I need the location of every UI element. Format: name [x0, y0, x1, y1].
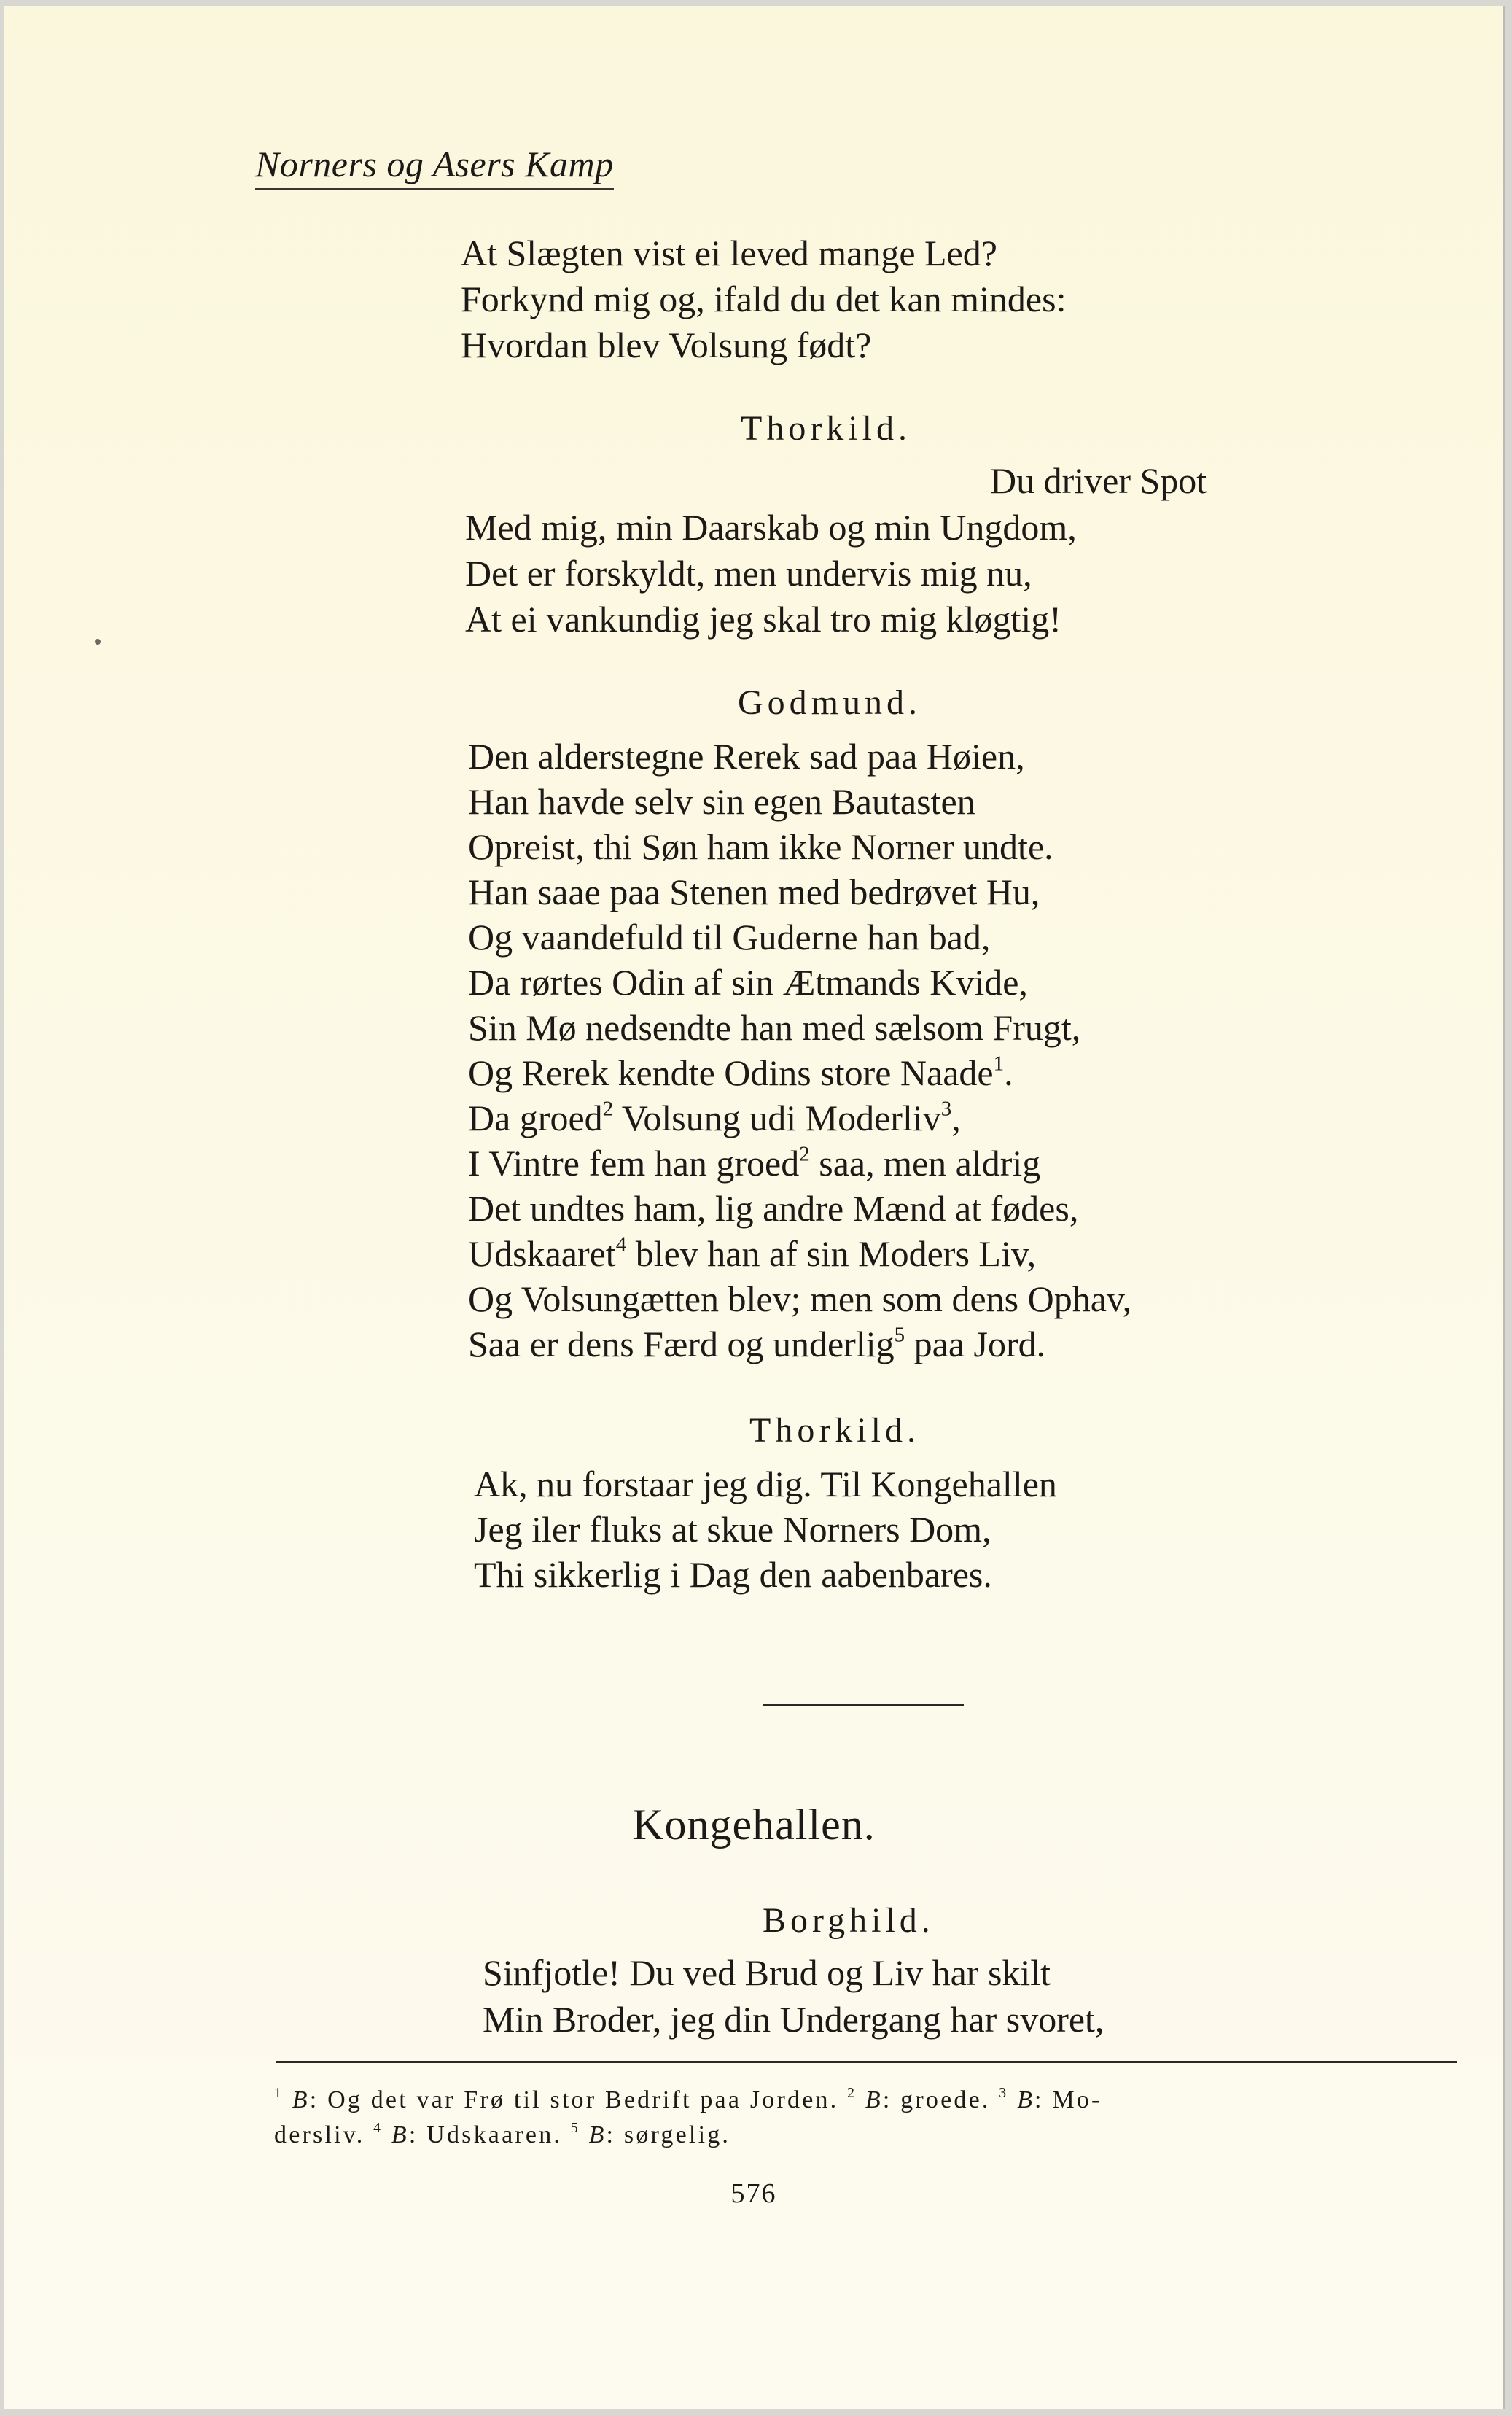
verse-line: Forkynd mig og, ifald du det kan mindes:	[461, 279, 1067, 319]
footnote-5: $^5$ B: sørgelig.	[570, 2120, 731, 2148]
footnote-ref: 4	[615, 1232, 627, 1256]
book-page	[4, 6, 1505, 2409]
verse-line: Udskaaret$^4$ blev han af sin Moders Liv,	[468, 1232, 1037, 1274]
verse-line: Det undtes ham, lig andre Mænd at fødes,	[468, 1188, 1079, 1229]
footnotes	[274, 2083, 1455, 2153]
verse-line: Thi sikkerlig i Dag den aabenbares.	[474, 1554, 992, 1595]
verse-line: Da rørtes Odin af sin Ætmands Kvide,	[468, 962, 1028, 1003]
footnote-4: $^4$ B: Udskaaren.	[373, 2120, 563, 2148]
speaker-name: Thorkild.	[741, 409, 911, 448]
verse-line: Sinfjotle! Du ved Brud og Liv har skilt	[483, 1952, 1051, 1993]
verse-line: Og vaandefuld til Guderne han bad,	[468, 917, 991, 958]
footnote-2: $^2$ B: groede.	[847, 2085, 991, 2113]
speaker-name: Thorkild.	[749, 1411, 920, 1450]
speaker-name: Borghild.	[763, 1901, 935, 1940]
ink-speck	[95, 639, 101, 645]
verse-line: I Vintre fem han groed$^2$ saa, men aldrig	[468, 1142, 1041, 1184]
page-number: 576	[730, 2178, 777, 2209]
verse-line: Han saae paa Stenen med bedrøvet Hu,	[468, 871, 1040, 912]
footnote-3: $^3$ B: Mo- dersliv.	[274, 2085, 1102, 2148]
verse-line: Jeg iler fluks at skue Norners Dom,	[474, 1509, 991, 1550]
verse-line: Og Volsungætten blev; men som dens Ophav,	[468, 1278, 1132, 1319]
verse-line: Og Rerek kendte Odins store Naade$^1$.	[468, 1052, 1013, 1093]
verse-line: Opreist, thi Søn ham ikke Norner undte.	[468, 826, 1053, 867]
footnote-ref: 1	[993, 1052, 1005, 1076]
verse-line: Da groed$^2$ Volsung udi Moderliv$^3$,	[468, 1097, 961, 1138]
footnote-ref: 2	[602, 1097, 614, 1121]
running-head: Norners og Asers Kamp	[255, 143, 614, 190]
footnote-ref: 2	[799, 1142, 810, 1166]
footnote-ref: 5	[894, 1323, 905, 1347]
verse-line: Saa er dens Færd og underlig$^5$ paa Jord.	[468, 1323, 1046, 1364]
footnote-rule	[276, 2061, 1457, 2063]
section-divider	[763, 1704, 964, 1706]
verse-line: Det er forskyldt, men undervis mig nu,	[465, 553, 1032, 594]
verse-line: Ak, nu forstaar jeg dig. Til Kongehallen	[474, 1464, 1057, 1504]
speaker-name: Godmund.	[738, 683, 921, 722]
verse-line: Han havde selv sin egen Bautasten	[468, 781, 975, 822]
verse-line: Den alderstegne Rerek sad paa Høien,	[468, 736, 1025, 777]
verse-line: Du driver Spot	[990, 460, 1207, 501]
verse-line: At ei vankundig jeg skal tro mig kløgtig!	[465, 599, 1061, 640]
verse-line: Med mig, min Daarskab og min Ungdom,	[465, 507, 1077, 548]
footnote-ref: 3	[940, 1097, 952, 1121]
footnote-1: $^1$ B: Og det var Frø til stor Bedrift paa Jorden.	[274, 2085, 839, 2113]
verse-line: At Slægten vist ei leved mange Led?	[461, 233, 997, 273]
verse-line: Hvordan blev Volsung født?	[461, 325, 872, 365]
scene-heading: Kongehallen.	[632, 1801, 876, 1849]
verse-line: Sin Mø nedsendte han med sælsom Frugt,	[468, 1007, 1081, 1048]
verse-line: Min Broder, jeg din Undergang har svoret,	[483, 1999, 1104, 2040]
